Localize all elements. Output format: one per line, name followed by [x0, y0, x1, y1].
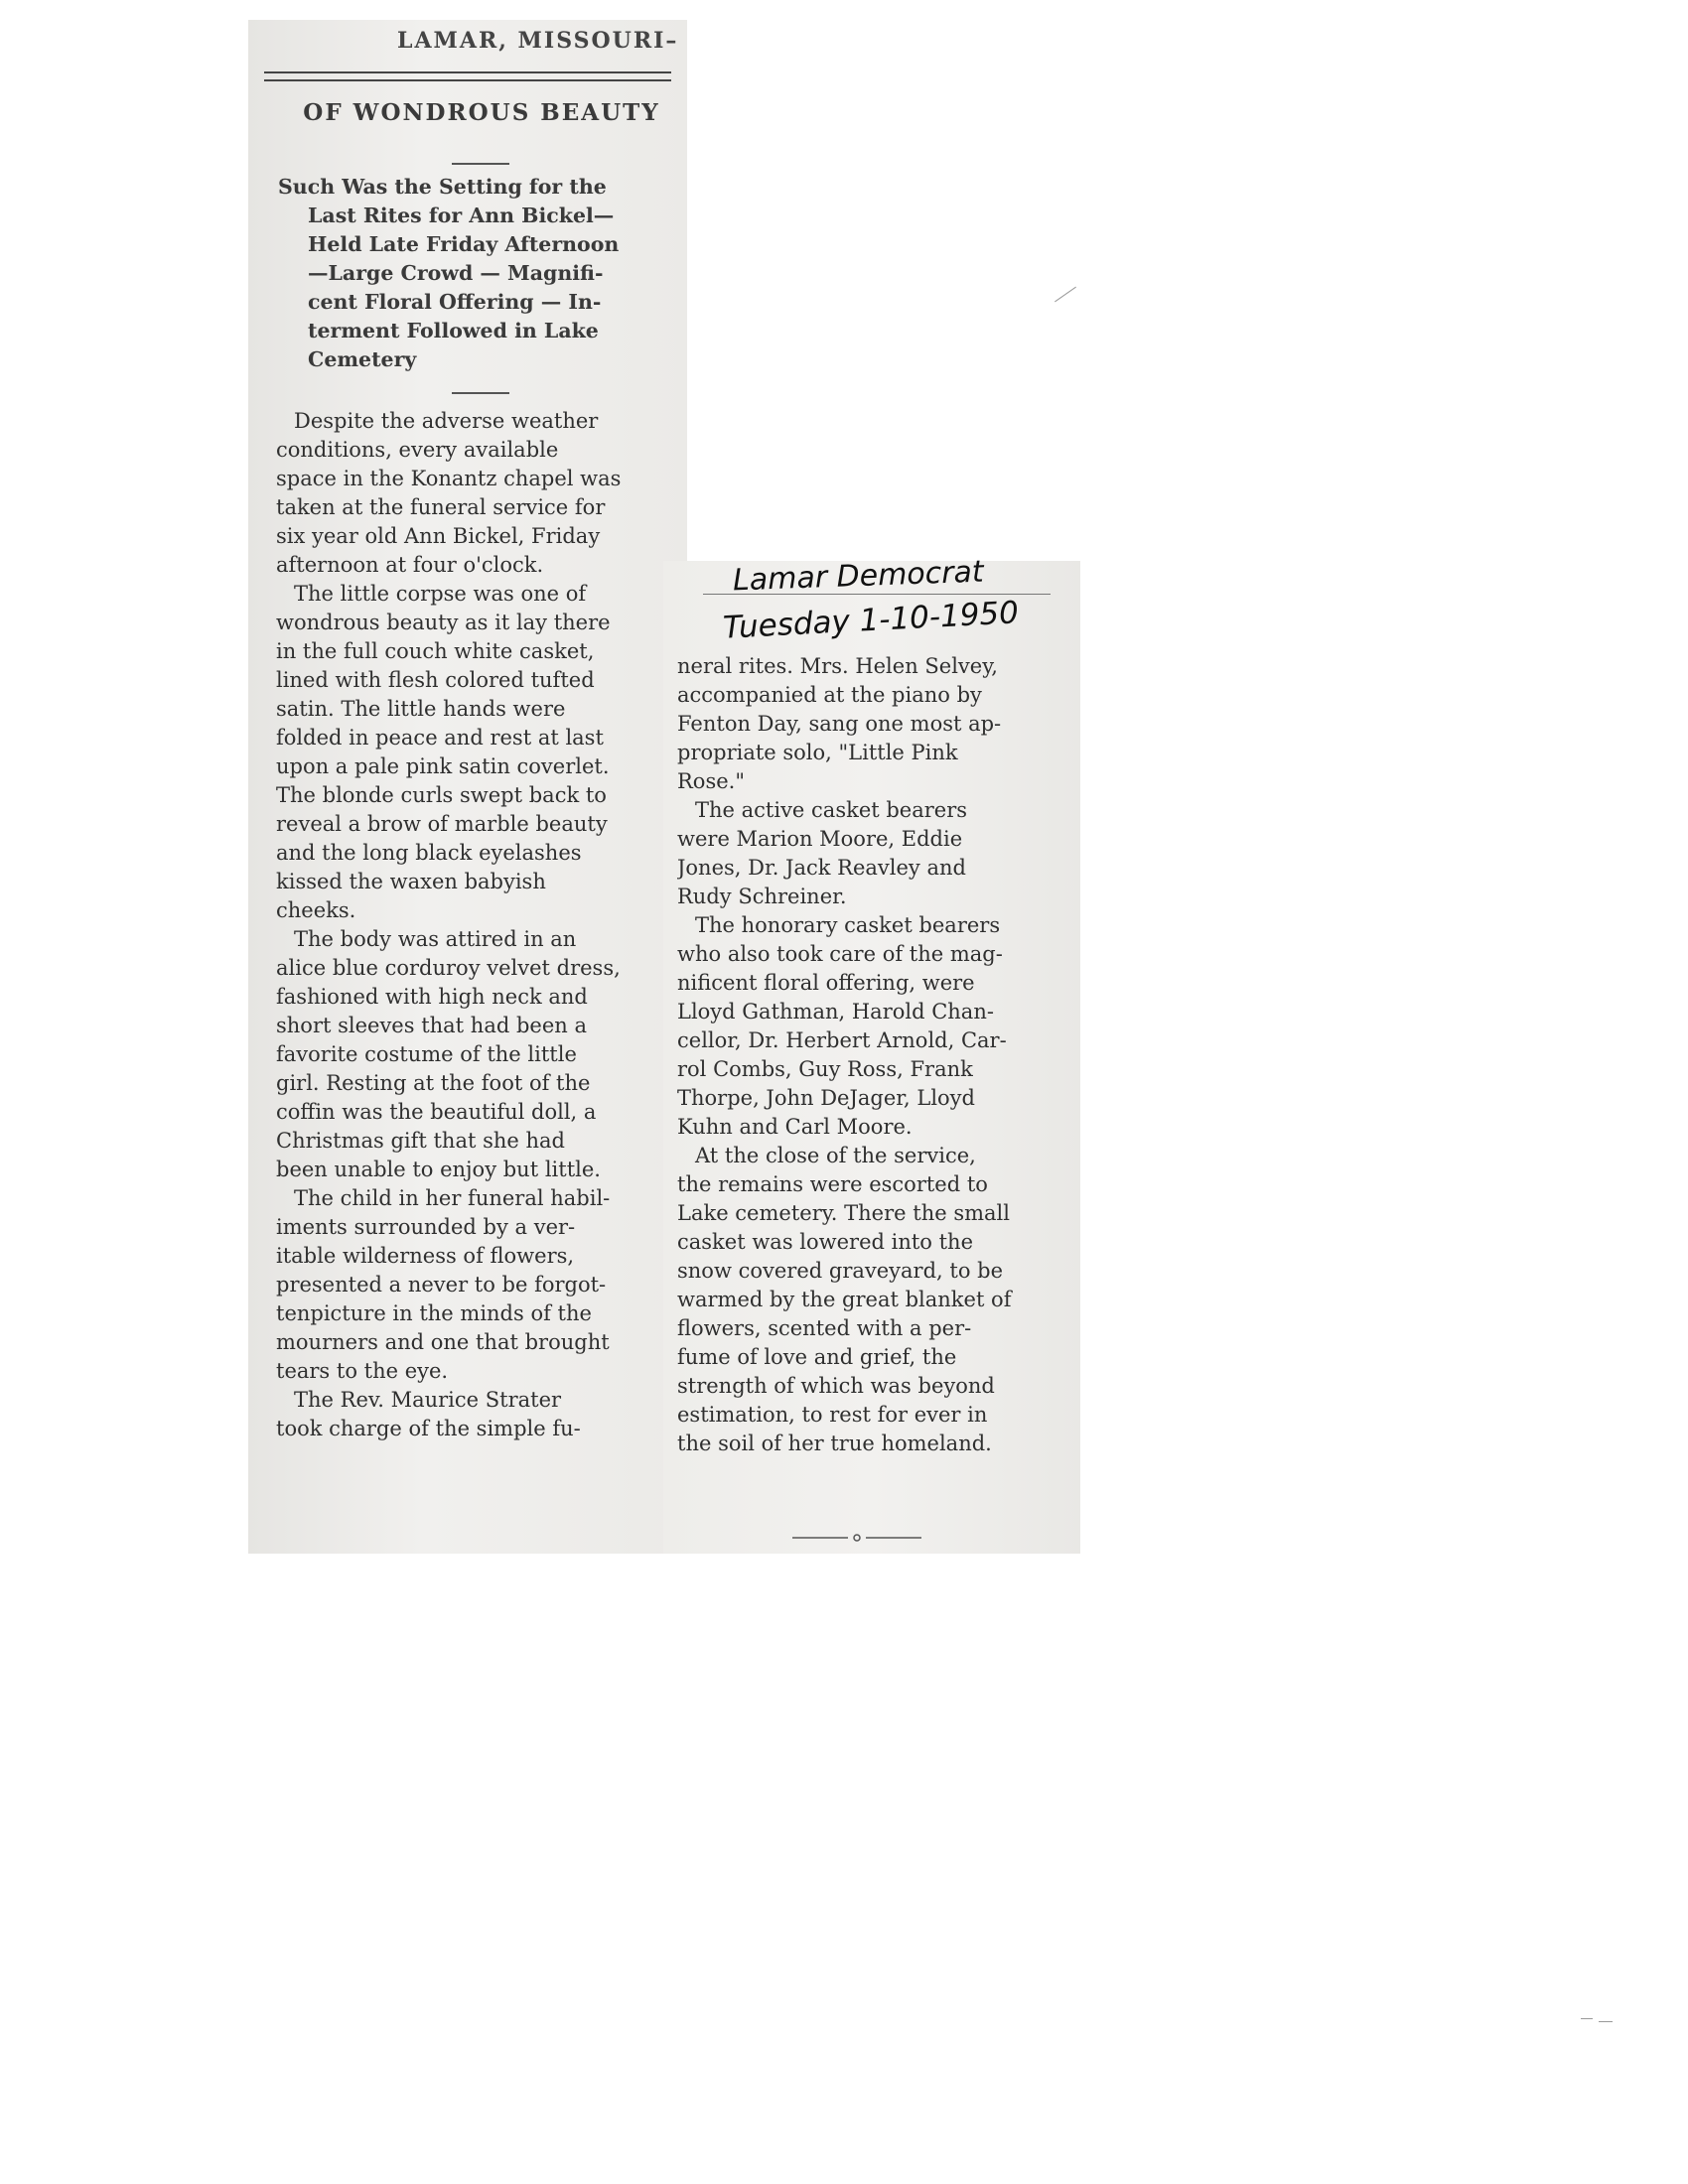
deck-line: Such Was the Setting for the — [278, 175, 607, 199]
text-line: girl. Resting at the foot of the — [276, 1071, 591, 1095]
deck-line: terment Followed in Lake — [308, 319, 599, 342]
text-line: iments surrounded by a ver- — [276, 1215, 576, 1239]
text-line: Lloyd Gathman, Harold Chan- — [677, 1000, 994, 1024]
text-line: in the full couch white casket, — [276, 639, 595, 663]
text-line: accompanied at the piano by — [677, 683, 982, 707]
text-line: six year old Ann Bickel, Friday — [276, 524, 601, 548]
text-line: At the close of the service, — [695, 1144, 976, 1167]
deck-line: cent Floral Offering — In- — [308, 290, 602, 314]
text-line: snow covered graveyard, to be — [677, 1259, 1004, 1283]
article-body-right — [677, 652, 1074, 1458]
headline-divider — [452, 163, 509, 165]
text-line: took charge of the simple fu- — [276, 1417, 581, 1440]
text-line: upon a pale pink satin coverlet. — [276, 754, 610, 778]
text-line: tears to the eye. — [276, 1359, 449, 1383]
text-line: and the long black eyelashes — [276, 841, 582, 865]
text-line: Jones, Dr. Jack Reavley and — [677, 856, 966, 880]
text-line: alice blue corduroy velvet dress, — [276, 956, 621, 980]
text-line: neral rites. Mrs. Helen Selvey, — [677, 654, 998, 678]
text-line: fume of love and grief, the — [677, 1345, 957, 1369]
deck-line: —Large Crowd — Magnifi- — [308, 261, 604, 285]
clipping-left-column — [248, 20, 687, 1554]
text-line: The child in her funeral habil- — [294, 1186, 611, 1210]
text-line: afternoon at four o'clock. — [276, 553, 544, 577]
masthead-rule — [264, 71, 671, 81]
text-line: nificent floral offering, were — [677, 971, 975, 995]
newspaper-masthead: LAMAR, MISSOURI– — [397, 28, 679, 54]
text-line: been unable to enjoy but little. — [276, 1158, 601, 1181]
text-line: reveal a brow of marble beauty — [276, 812, 608, 836]
text-line: The active casket bearers — [695, 798, 968, 822]
text-line: tenpicture in the minds of the — [276, 1301, 592, 1325]
text-line: Thorpe, John DeJager, Lloyd — [677, 1086, 975, 1110]
scan-speck — [1055, 287, 1076, 303]
text-line: flowers, scented with a per- — [677, 1316, 972, 1340]
handwritten-source: Lamar Democrat — [732, 554, 985, 599]
text-line: presented a never to be forgot- — [276, 1273, 607, 1297]
text-line: Fenton Day, sang one most ap- — [677, 712, 1002, 736]
text-line: The honorary casket bearers — [695, 913, 1001, 937]
deck-line: Held Late Friday Afternoon — [308, 232, 620, 256]
text-line: Despite the adverse weather — [294, 409, 599, 433]
text-line: estimation, to rest for ever in — [677, 1403, 988, 1427]
text-line: fashioned with high neck and — [276, 985, 588, 1009]
deck-line: Cemetery — [308, 347, 417, 371]
text-line: strength of which was beyond — [677, 1374, 995, 1398]
text-line: who also took care of the mag- — [677, 942, 1003, 966]
scan-speck — [1581, 2018, 1593, 2019]
text-line: favorite costume of the little — [276, 1042, 577, 1066]
text-line: rol Combs, Guy Ross, Frank — [677, 1057, 973, 1081]
text-line: The little corpse was one of — [294, 582, 587, 606]
article-body-left — [276, 407, 673, 1443]
text-line: wondrous beauty as it lay there — [276, 611, 611, 634]
text-line: cellor, Dr. Herbert Arnold, Car- — [677, 1028, 1007, 1052]
text-line: folded in peace and rest at last — [276, 726, 604, 750]
text-line: taken at the funeral service for — [276, 495, 606, 519]
text-line: conditions, every available — [276, 438, 559, 462]
text-line: Christmas gift that she had — [276, 1129, 565, 1153]
end-ornament — [792, 1534, 921, 1542]
text-line: Lake cemetery. There the small — [677, 1201, 1010, 1225]
text-line: cheeks. — [276, 898, 356, 922]
text-line: The body was attired in an — [294, 927, 577, 951]
text-line: The blonde curls swept back to — [276, 783, 607, 807]
deck-line: Last Rites for Ann Bickel— — [308, 204, 615, 227]
text-line: Rose." — [677, 769, 745, 793]
clipping-right-column — [663, 554, 1080, 1554]
text-line: the remains were escorted to — [677, 1172, 988, 1196]
text-line: Rudy Schreiner. — [677, 885, 847, 908]
text-line: casket was lowered into the — [677, 1230, 974, 1254]
article-headline: OF WONDROUS BEAUTY — [303, 99, 660, 126]
text-line: The Rev. Maurice Strater — [294, 1388, 562, 1412]
text-line: the soil of her true homeland. — [677, 1432, 992, 1455]
text-line: were Marion Moore, Eddie — [677, 827, 963, 851]
text-line: warmed by the great blanket of — [677, 1288, 1012, 1311]
article-deck — [278, 173, 667, 374]
text-line: mourners and one that brought — [276, 1330, 610, 1354]
text-line: kissed the waxen babyish — [276, 870, 546, 893]
deck-divider — [452, 392, 509, 394]
text-line: Kuhn and Carl Moore. — [677, 1115, 913, 1139]
text-line: short sleeves that had been a — [276, 1014, 587, 1037]
text-line: propriate solo, "Little Pink — [677, 741, 958, 764]
scan-speck — [1599, 2021, 1613, 2022]
text-line: itable wilderness of flowers, — [276, 1244, 575, 1268]
text-line: coffin was the beautiful doll, a — [276, 1100, 597, 1124]
text-line: satin. The little hands were — [276, 697, 566, 721]
text-line: lined with flesh colored tufted — [276, 668, 595, 692]
text-line: space in the Konantz chapel was — [276, 467, 622, 490]
handwritten-date: Tuesday 1-10-1950 — [722, 595, 1020, 646]
